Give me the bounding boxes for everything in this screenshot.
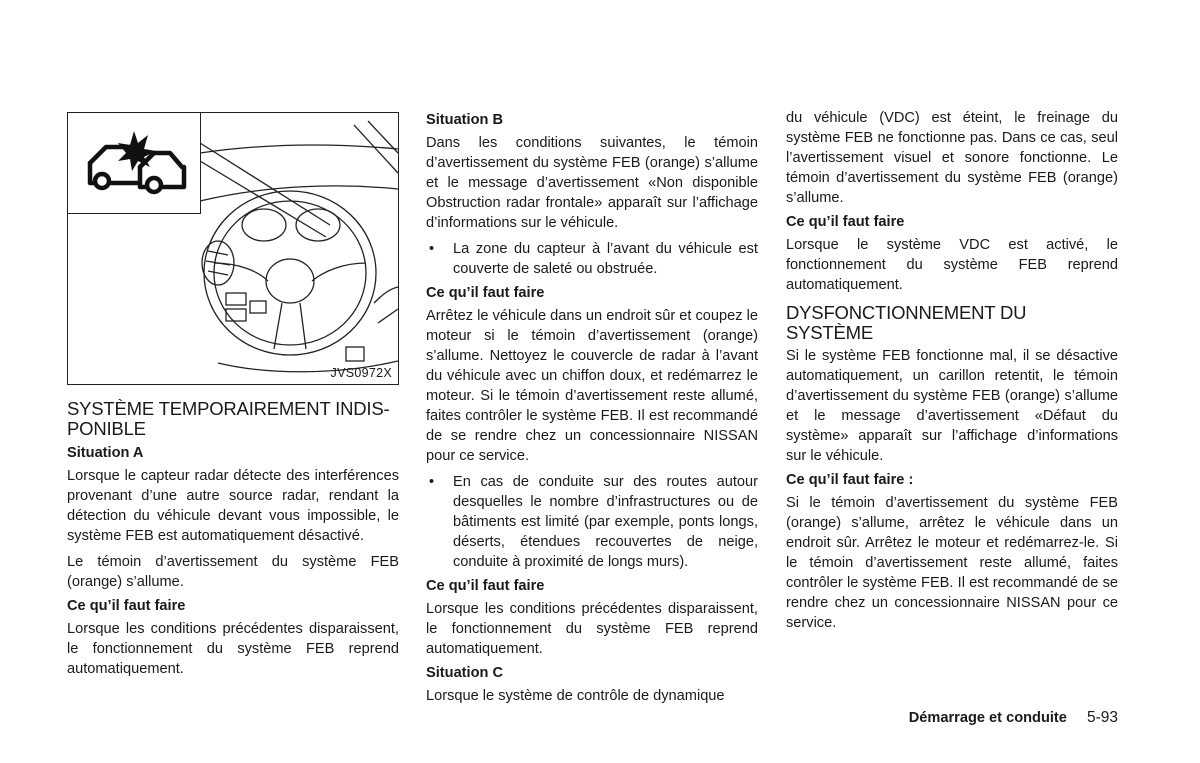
column-3	[786, 108, 1118, 633]
todo-heading-2: Ce qu’il faut faire	[426, 578, 545, 594]
continuation-paragraph: du véhicule (VDC) est éteint, le freinage du système FEB ne fonctionne pas. Dans ce cas, seul l’avertissement visuel et sonore fonctionne. Le témoin d’avertissement du système FEB (orange) s’allume.	[786, 110, 1118, 206]
situation-a-paragraph-1: Lorsque le capteur radar détecte des interférences provenant d’une autre source radar, rendant la détection du véhicule devant vous impossible, le système FEB est automatiquement désactivé.	[67, 468, 399, 544]
front-collision-warning-icon	[68, 113, 199, 212]
todo-heading-1: Ce qu’il faut faire	[426, 285, 545, 301]
page-number: 5-93	[1086, 709, 1118, 726]
situation-b-list-2	[426, 472, 758, 572]
situation-c-paragraph: Lorsque le système de contrôle de dynamique	[426, 688, 725, 704]
section-title-malfunction: DYSFONCTIONNEMENT DU SYSTÈME	[786, 302, 1027, 343]
situation-b-list-1	[426, 239, 758, 279]
todo-heading-1: Ce qu’il faut faire	[786, 214, 905, 230]
todo-paragraph-2: Si le témoin d’avertissement du système FEB (orange) s’allume, arrêtez le véhicule dans un endroit sûr. Arrêtez le moteur et redémarrez-le. Si le témoin d’avertissement reste allumé, faites contrôler le système FEB. Il est recommandé de se rendre chez un concessionnaire NISSAN pour ce service.	[786, 495, 1118, 631]
page-footer	[0, 709, 1118, 727]
situation-a-paragraph-2: Le témoin d’avertissement du système FEB (orange) s’allume.	[67, 554, 399, 590]
situation-c-heading: Situation C	[426, 665, 504, 681]
todo-heading-2: Ce qu’il faut faire :	[786, 472, 914, 488]
dashboard-figure	[67, 112, 399, 385]
warning-icon-box	[68, 113, 201, 214]
todo-paragraph: Lorsque les conditions précédentes disparaissent, le fonctionnement du système FEB reprend automatiquement.	[67, 621, 399, 677]
list-item: • En cas de conduite sur des routes autour desquelles le nombre d’infrastructures ou de bâtiments est limité (par exemple, ponts longs, déserts, étendues recouvertes de neige, conduite à proximité de longs murs).	[426, 472, 758, 572]
todo-paragraph-2: Lorsque les conditions précédentes disparaissent, le fonctionnement du système FEB reprend automatiquement.	[426, 601, 758, 657]
situation-b-paragraph: Dans les conditions suivantes, le témoin d’avertissement du système FEB (orange) s’allume et le message d’avertissement «Non disponible Obstruction radar frontale» apparaît sur l’affichage d’informations sur le véhicule.	[426, 135, 758, 231]
footer-section-name: Démarrage et conduite	[908, 710, 1067, 726]
situation-b-heading: Situation B	[426, 112, 504, 128]
todo-heading: Ce qu’il faut faire	[67, 598, 186, 614]
todo-paragraph-1: Arrêtez le véhicule dans un endroit sûr et coupez le moteur si le témoin d’avertissement (orange) s’allume. Nettoyez le couvercle de radar à l’avant du véhicule avec un chiffon doux, et redémarrez le moteur. Si le témoin d’avertissement reste allumé, faites contrôler le système FEB. Il est recommandé de se rendre chez un concessionnaire NISSAN pour ce service.	[426, 308, 758, 464]
list-item: • La zone du capteur à l’avant du véhicule est couverte de saleté ou obstruée.	[426, 239, 758, 279]
section-title-unavailable: SYSTÈME TEMPORAIREMENT INDIS-PONIBLE	[67, 398, 390, 439]
column-2	[426, 108, 758, 706]
situation-a-heading: Situation A	[67, 445, 144, 461]
todo-paragraph-1: Lorsque le système VDC est activé, le fonctionnement du système FEB reprend automatiquement.	[786, 237, 1118, 293]
figure-code: JVS0972X	[330, 366, 392, 380]
column-1	[67, 108, 399, 679]
malfunction-paragraph: Si le système FEB fonctionne mal, il se désactive automatiquement, un carillon retentit, le témoin d’avertissement du système FEB (orange) s’allume et le message d’avertissement «Défaut du système» apparaît sur l’affichage d’informations sur le véhicule.	[786, 348, 1118, 464]
